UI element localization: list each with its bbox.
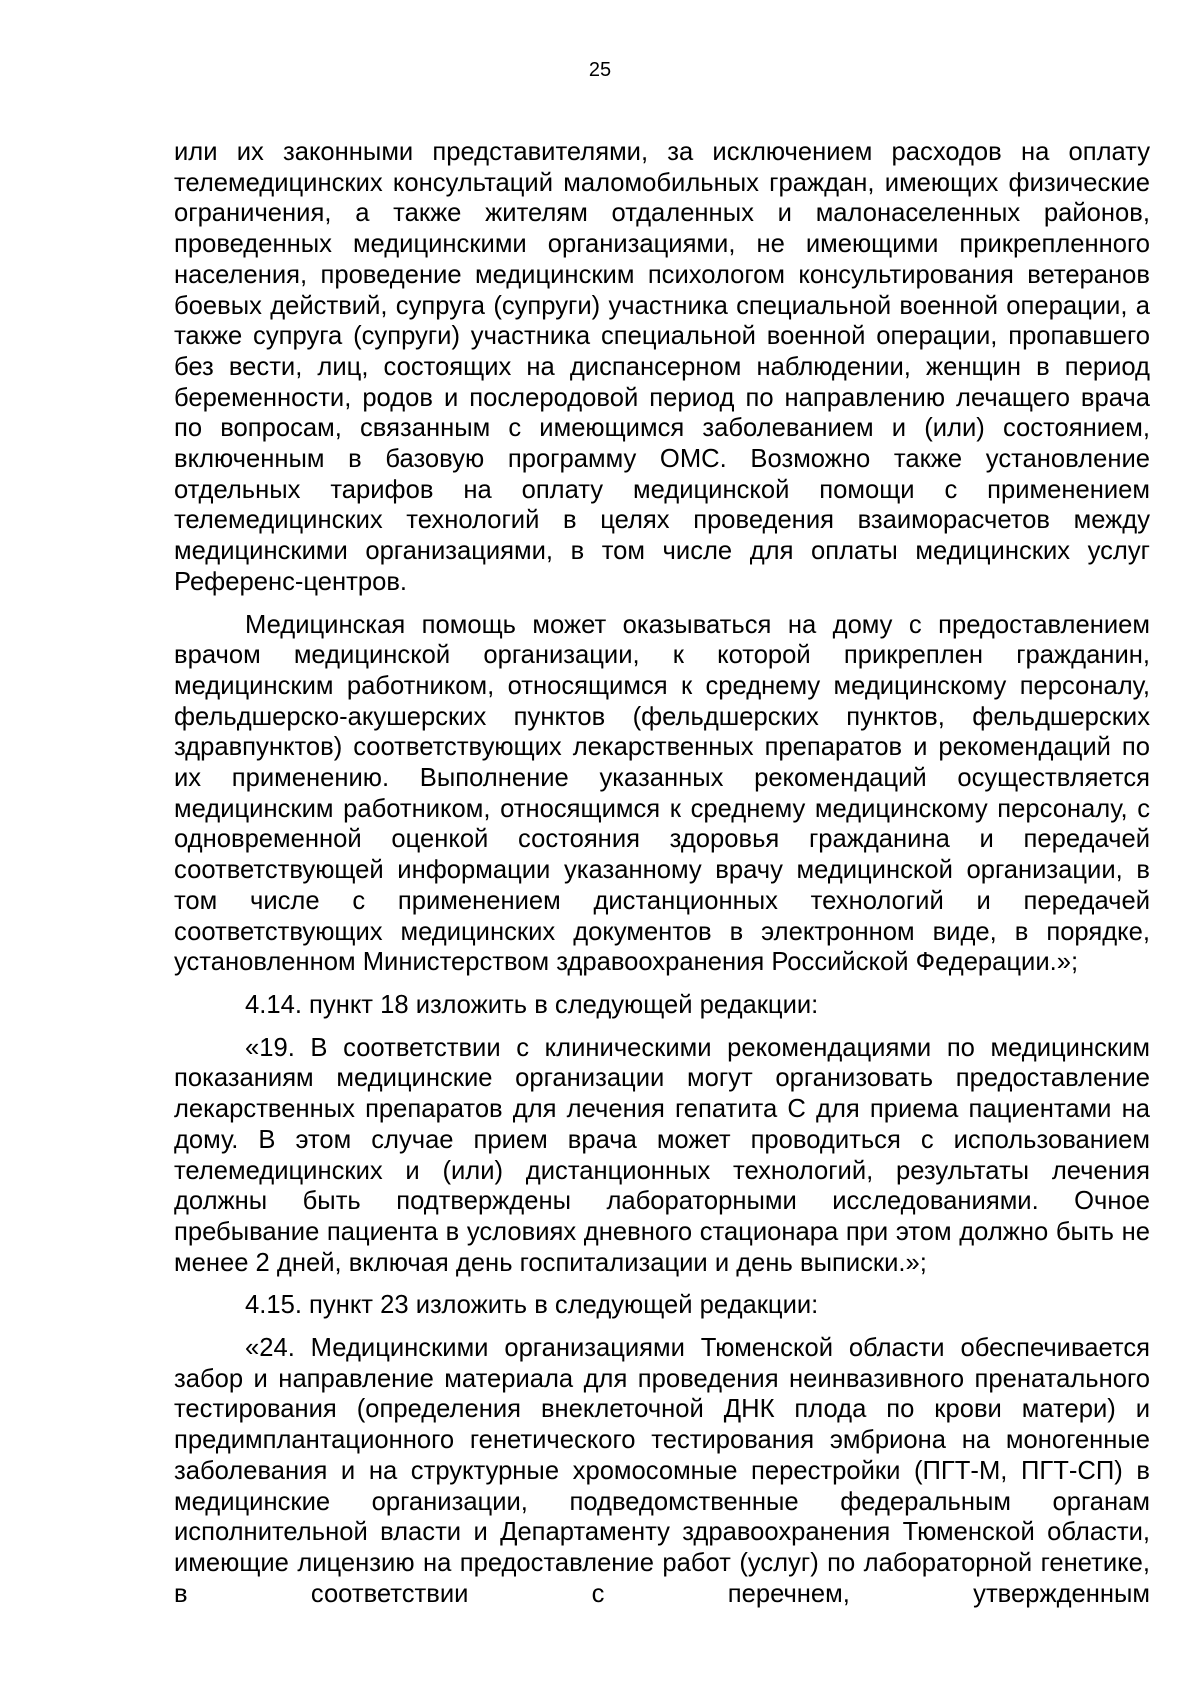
paragraph-item-4-14: 4.14. пункт 18 изложить в следующей редакции: — [245, 990, 819, 1019]
paragraph-item-4-15: 4.15. пункт 23 изложить в следующей редакции: — [245, 1291, 819, 1320]
paragraph-clause-19: «19. В соответствии с клиническими рекомендациями по медицинским показаниям медицинские организации могут организовать предоставление лекарственных препаратов для лечения гепатита С для приема пациентами на дому. В этом случае прием врача может проводиться с использованием телемедицинских и (или) дистанционных технологий, результаты лечения должны быть подтверждены лабораторными исследованиями. Очное пребывание пациента в условиях дневного стационара при этом должно быть не менее 2 дней, включая день госпитализации и день выписки.»; — [174, 1033, 1150, 1277]
paragraph-home-care: Медицинская помощь может оказываться на дому с предоставлением врачом медицинской организации, к которой прикреплен гражданин, медицинским работником, относящимся к среднему медицинскому персоналу, фельдшерско-акушерских пунктов (фельдшерских пунктов, фельдшерских здравпунктов) соответствующих лекарственных препаратов и рекомендаций по их применению. Выполнение указанных рекомендаций осуществляется медицинским работником, относящимся к среднему медицинскому персоналу, с одновременной оценкой состояния здоровья гражданина и передачей соответствующей информации указанному врачу медицинской организации, в том числе с применением дистанционных технологий и передачей соответствующих медицинских документов в электронном виде, в порядке, установленном Министерством здравоохранения Российской Федерации.»; — [174, 610, 1150, 977]
paragraph-continuation: или их законными представителями, за исключением расходов на оплату телемедицинских консультаций маломобильных граждан, имеющих физические ограничения, а также жителям отдаленных и малонаселенных районов, проведенных медицинскими организациями, не имеющими прикрепленного населения, проведение медицинским психологом консультирования ветеранов боевых действий, супруга (супруги) участника специальной военной операции, а также супруга (супруги) участника специальной военной операции, пропавшего без вести, лиц, состоящих на диспансерном наблюдении, женщин в период беременности, родов и послеродовой период по направлению лечащего врача по вопросам, связанным с имеющимся заболеванием и (или) состоянием, включенным в базовую программу ОМС. Возможно также установление отдельных тарифов на оплату медицинской помощи с применением телемедицинских технологий в целях проведения взаиморасчетов между медицинскими организациями, в том числе для оплаты медицинских услуг Референс-центров. — [174, 138, 1150, 596]
document-body — [174, 137, 1150, 1609]
paragraph-clause-24: «24. Медицинскими организациями Тюменской области обеспечивается забор и направление материала для проведения неинвазивного пренатального тестирования (определения внеклеточной ДНК плода по крови матери) и предимплантационного генетического тестирования эмбриона на моногенные заболевания и на структурные хромосомные перестройки (ПГТ-М, ПГТ-СП) в медицинские организации, подведомственные федеральным органам исполнительной власти и Департаменту здравоохранения Тюменской области, имеющие лицензию на предоставление работ (услуг) по лабораторной генетике, в соответствии с перечнем, утвержденным — [174, 1334, 1150, 1608]
page-number: 25 — [588, 59, 612, 81]
